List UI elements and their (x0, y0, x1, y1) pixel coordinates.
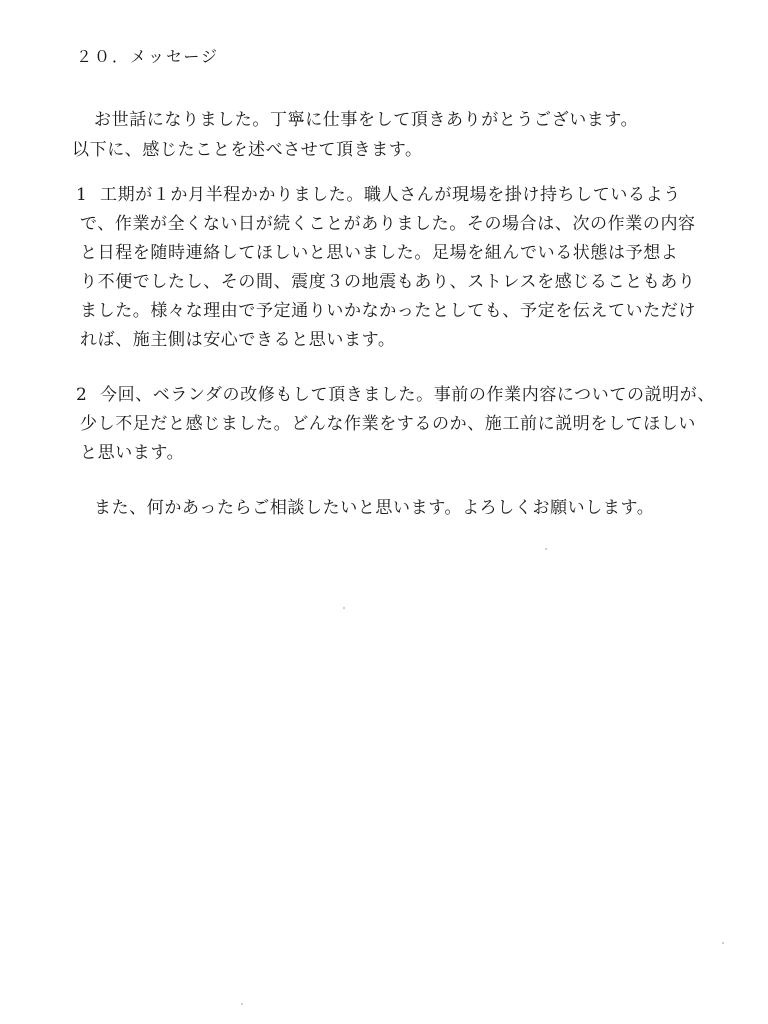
item-1-line-5: ました。様々な理由で予定通りいかなかったとしても、予定を伝えていただけ (80, 301, 696, 321)
closing-line: また、何かあったらご相談したいと思います。よろしくお願いします。 (94, 498, 655, 518)
item-1-line-4: り不便でしたし、その間、震度３の地震もあり、ストレスを感じることもあり (80, 272, 696, 292)
intro-line-2: 以下に、感じたことを述べさせて頂きます。 (72, 140, 423, 160)
scan-speck (545, 548, 547, 550)
item-1-line-1: 工期が１か月半程かかりました。職人さんが現場を掛け持ちしているよう (100, 185, 681, 205)
item-2-line-1: 今回、ベランダの改修もして頂きました。事前の作業内容についての説明が、 (100, 385, 715, 405)
scan-speck (241, 1003, 243, 1005)
item-1-line-3: と日程を随時連絡してほしいと思いました。足場を組んでいる状態は予想よ (80, 243, 679, 263)
intro-line-1: お世話になりました。丁寧に仕事をして頂きありがとうございます。 (94, 110, 639, 130)
scan-speck (343, 607, 345, 609)
item-2-line-2: 少し不足だと感じました。どんな作業をするのか、施工前に説明をしてほしい (80, 414, 696, 434)
item-2-number: 2 (76, 385, 87, 405)
item-1-line-6: れば、施主側は安心できると思います。 (80, 330, 396, 350)
item-1-number: 1 (76, 185, 87, 205)
item-2-line-3: と思います。 (80, 443, 185, 463)
item-1-line-2: で、作業が全くない日が続くことがありました。その場合は、次の作業の内容 (80, 214, 696, 234)
scan-speck (722, 942, 724, 944)
section-heading: ２０．メッセージ (76, 47, 220, 66)
